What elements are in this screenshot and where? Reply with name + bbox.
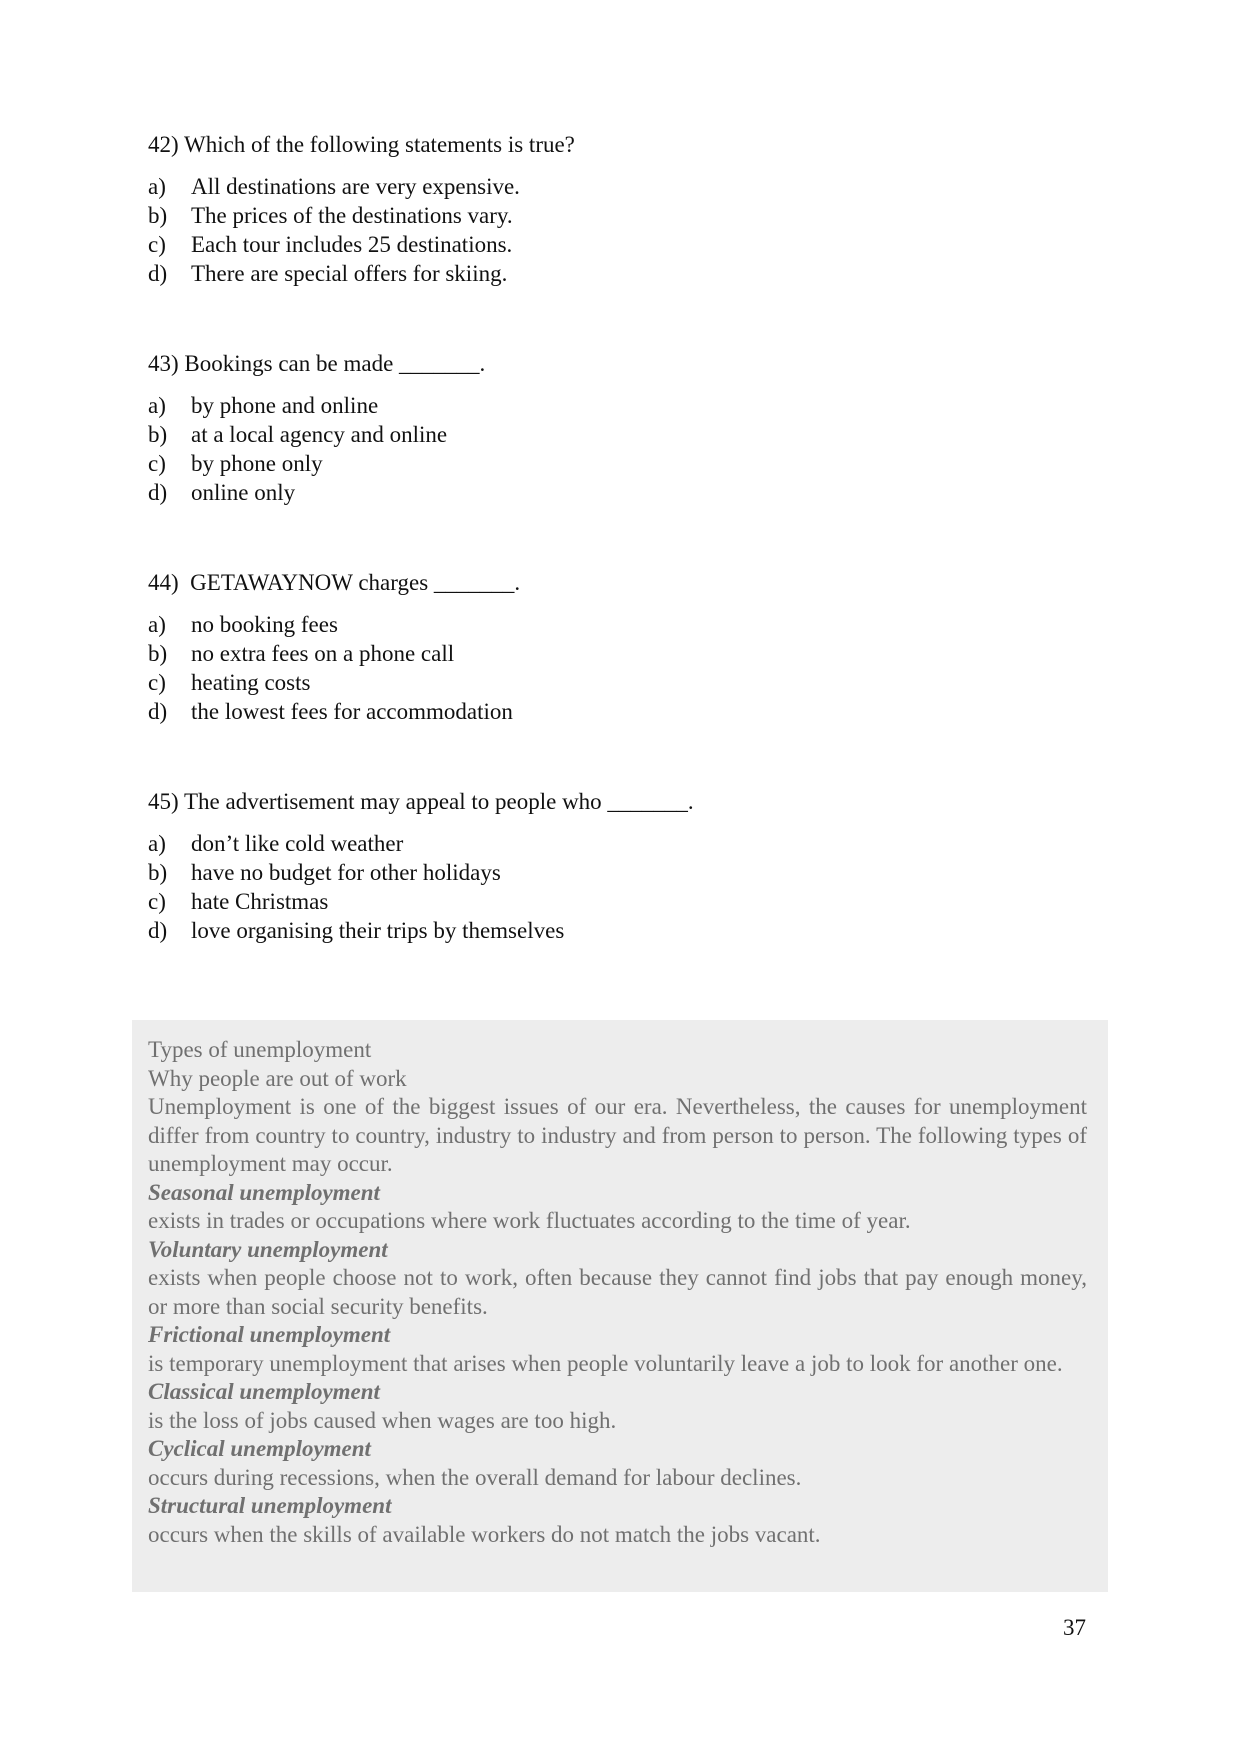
answer-option bbox=[148, 259, 1108, 288]
question-45 bbox=[148, 787, 1108, 945]
option-letter: d) bbox=[148, 918, 168, 943]
option-text: All destinations are very expensive. bbox=[191, 174, 520, 199]
unemployment-type-description: occurs when the skills of available workers do not match the jobs vacant. bbox=[148, 1521, 821, 1547]
option-letter: c) bbox=[148, 670, 166, 695]
unemployment-type-heading: Voluntary unemployment bbox=[148, 1236, 388, 1262]
option-text: Each tour includes 25 destinations. bbox=[191, 232, 513, 257]
answer-option bbox=[148, 230, 1108, 259]
option-text: no extra fees on a phone call bbox=[191, 641, 455, 666]
option-letter: d) bbox=[148, 480, 168, 505]
question-stem: 42) Which of the following statements is true? bbox=[148, 132, 575, 157]
unemployment-type-heading: Cyclical unemployment bbox=[148, 1436, 371, 1461]
option-text: online only bbox=[191, 480, 296, 505]
option-letter: b) bbox=[148, 422, 168, 447]
option-text: no booking fees bbox=[191, 612, 338, 637]
unemployment-type-description: occurs during recessions, when the overall demand for labour declines. bbox=[148, 1464, 802, 1490]
reading-title: Types of unemployment bbox=[148, 1037, 372, 1062]
unemployment-type-description: exists when people choose not to work, often because they cannot find jobs that pay enough money, or more than social security benefits. bbox=[148, 1265, 1087, 1319]
answer-option bbox=[148, 391, 1108, 420]
answer-option bbox=[148, 829, 1108, 858]
option-text: at a local agency and online bbox=[191, 422, 448, 447]
answer-option bbox=[148, 697, 1108, 726]
option-text: The prices of the destinations vary. bbox=[191, 203, 513, 228]
question-stem: 43) Bookings can be made _______. bbox=[148, 351, 486, 376]
answer-option bbox=[148, 668, 1108, 697]
answer-option bbox=[148, 858, 1108, 887]
question-42 bbox=[148, 130, 1108, 288]
option-letter: c) bbox=[148, 889, 166, 914]
option-text: There are special offers for skiing. bbox=[191, 261, 508, 286]
answer-option bbox=[148, 610, 1108, 639]
option-text: don’t like cold weather bbox=[191, 831, 404, 856]
unemployment-type-heading: Frictional unemployment bbox=[148, 1322, 391, 1347]
unemployment-type-heading: Seasonal unemployment bbox=[148, 1179, 380, 1205]
option-text: the lowest fees for accommodation bbox=[191, 699, 513, 724]
option-letter: d) bbox=[148, 261, 168, 286]
unemployment-type-description: exists in trades or occupations where work fluctuates according to the time of year. bbox=[148, 1208, 911, 1233]
unemployment-type-heading: Structural unemployment bbox=[148, 1493, 392, 1518]
option-letter: b) bbox=[148, 203, 168, 228]
answer-option bbox=[148, 916, 1108, 945]
page-number: 37 bbox=[1063, 1615, 1086, 1640]
unemployment-type-heading: Classical unemployment bbox=[148, 1379, 380, 1404]
option-letter: b) bbox=[148, 641, 168, 666]
option-letter: a) bbox=[148, 612, 166, 637]
question-stem: 45) The advertisement may appeal to people who _______. bbox=[148, 789, 694, 814]
answer-option bbox=[148, 420, 1108, 449]
option-text: love organising their trips by themselves bbox=[191, 918, 565, 943]
answer-option bbox=[148, 887, 1108, 916]
answer-option bbox=[148, 201, 1108, 230]
reading-intro: Unemployment is one of the biggest issues of our era. Nevertheless, the causes for unemployment differ from country to country, industry to industry and from person to person. The following types of unemployment may occur. bbox=[148, 1094, 1087, 1176]
option-text: by phone and online bbox=[191, 393, 379, 418]
option-letter: a) bbox=[148, 831, 166, 856]
reading-text-box bbox=[132, 1020, 1108, 1592]
option-text: have no budget for other holidays bbox=[191, 860, 501, 885]
option-letter: c) bbox=[148, 451, 166, 476]
option-text: heating costs bbox=[191, 670, 311, 695]
question-44 bbox=[148, 568, 1108, 726]
question-stem: 44) GETAWAYNOW charges _______. bbox=[148, 570, 521, 595]
answer-options bbox=[148, 610, 1108, 726]
answer-option bbox=[148, 172, 1108, 201]
option-letter: c) bbox=[148, 232, 166, 257]
answer-options bbox=[148, 829, 1108, 945]
option-text: hate Christmas bbox=[191, 889, 329, 914]
option-text: by phone only bbox=[191, 451, 323, 476]
unemployment-type-description: is temporary unemployment that arises when people voluntarily leave a job to look for another one. bbox=[148, 1350, 1063, 1376]
answer-option bbox=[148, 478, 1108, 507]
option-letter: a) bbox=[148, 393, 166, 418]
answer-option bbox=[148, 639, 1108, 668]
question-43 bbox=[148, 349, 1108, 507]
answer-options bbox=[148, 172, 1108, 288]
answer-option bbox=[148, 449, 1108, 478]
option-letter: b) bbox=[148, 860, 168, 885]
reading-subtitle: Why people are out of work bbox=[148, 1065, 407, 1091]
unemployment-type-description: is the loss of jobs caused when wages are too high. bbox=[148, 1407, 617, 1433]
answer-options bbox=[148, 391, 1108, 507]
option-letter: a) bbox=[148, 174, 166, 199]
option-letter: d) bbox=[148, 699, 168, 724]
